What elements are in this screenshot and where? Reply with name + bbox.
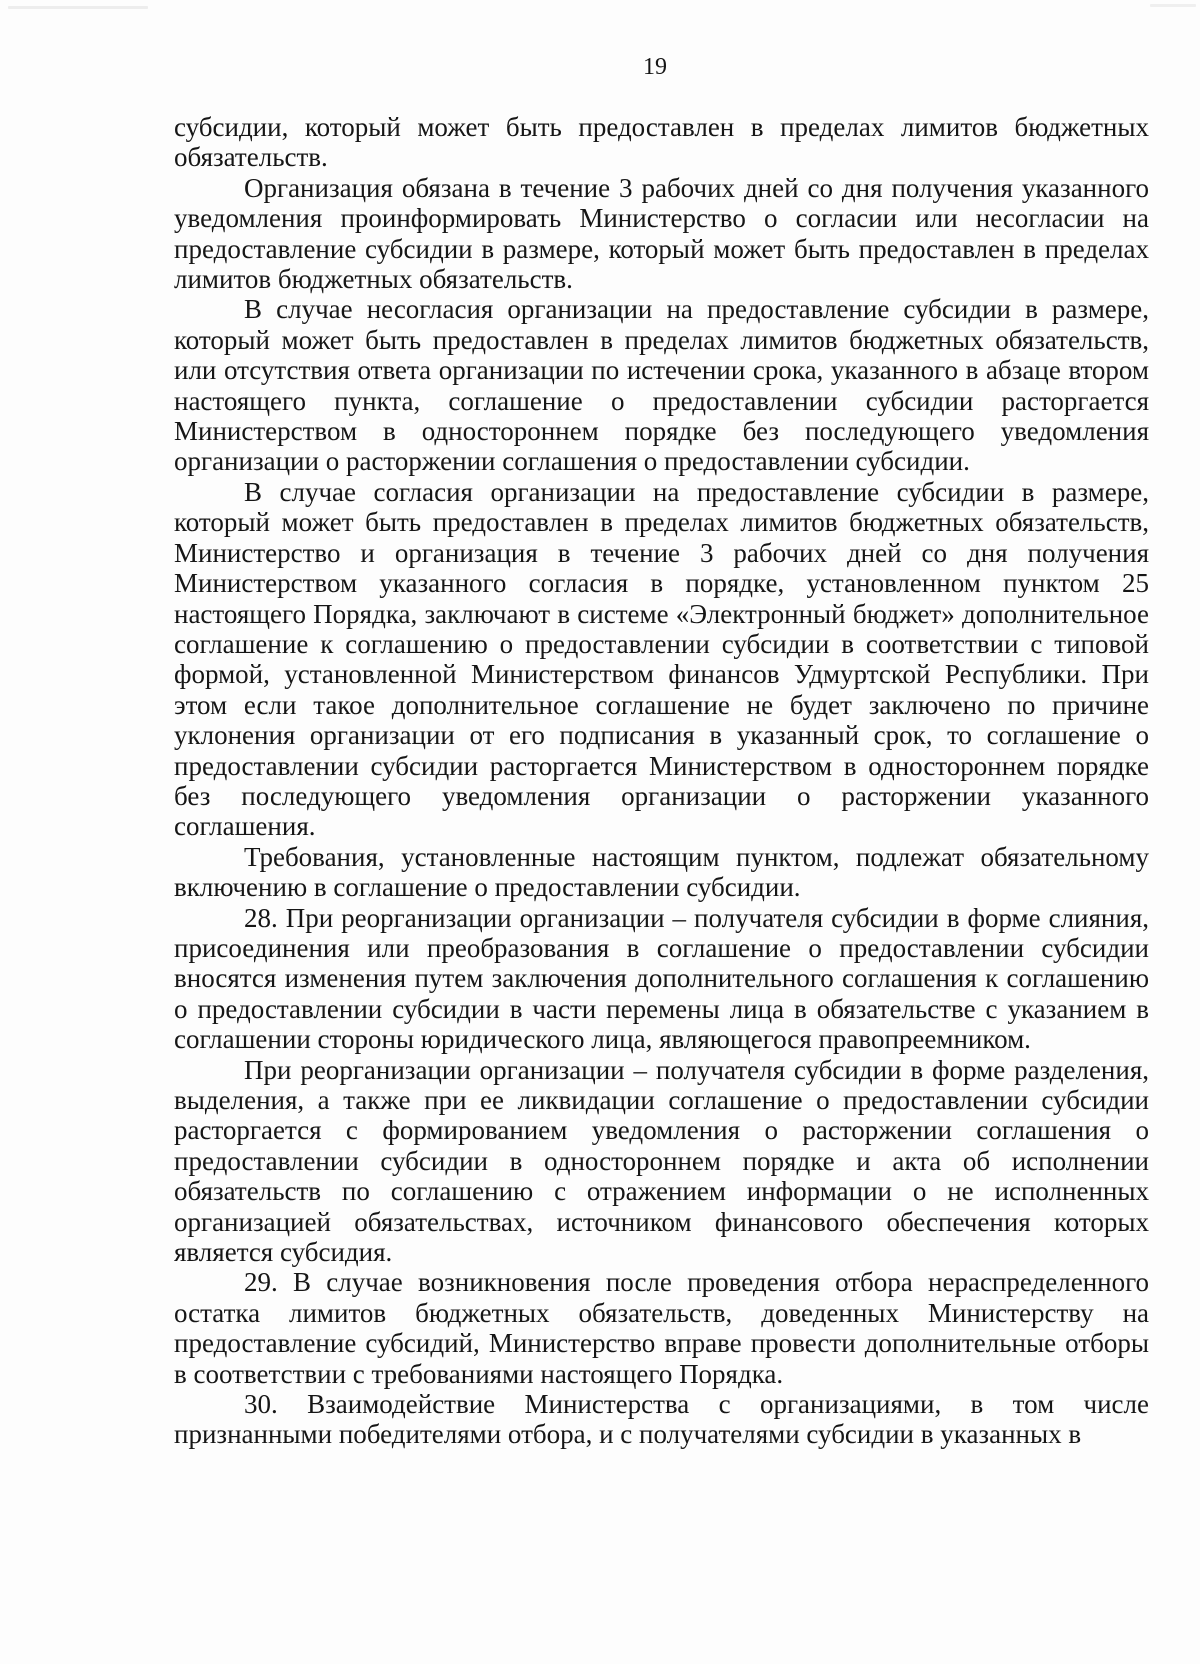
paragraph: 30. Взаимодействие Министерства с организациями, в том числе признанными победителями отбора, и с получателями субсидии в указанных в [174, 1389, 1149, 1450]
body-text [174, 112, 1149, 1450]
paragraph: субсидии, который может быть предоставлен в пределах лимитов бюджетных обязательств. [174, 112, 1149, 173]
paragraph: В случае несогласия организации на предоставление субсидии в размере, который может быть предоставлен в пределах лимитов бюджетных обязательств, или отсутствия ответа организации по истечении срока, указанного в абзаце втором настоящего пункта, соглашение о предоставлении субсидии расторгается Министерством в одностороннем порядке без последующего уведомления организации о расторжении соглашения о предоставлении субсидии. [174, 294, 1149, 477]
paragraph: 28. При реорганизации организации – получателя субсидии в форме слияния, присоединения или преобразования в соглашение о предоставлении субсидии вносятся изменения путем заключения дополнительного соглашения к соглашению о предоставлении субсидии в части перемены лица в обязательстве с указанием в соглашении стороны юридического лица, являющегося правопреемником. [174, 902, 1149, 1055]
paragraph: В случае согласия организации на предоставление субсидии в размере, который может быть предоставлен в пределах лимитов бюджетных обязательств, Министерство и организация в течение 3 рабочих дней со дня получения Министерством указанного согласия в порядке, установленном пунктом 25 настоящего Порядка, заключают в системе «Электронный бюджет» дополнительное соглашение к соглашению о предоставлении субсидии в соответствии с типовой формой, установленной Министерством финансов Удмуртской Республики. При этом если такое дополнительное соглашение не будет заключено по причине уклонения организации от его подписания в указанный срок, то соглашение о предоставлении субсидии расторгается Министерством в одностороннем порядке без последующего уведомления организации о расторжении указанного соглашения. [174, 476, 1149, 842]
paragraph: При реорганизации организации – получателя субсидии в форме разделения, выделения, а также при ее ликвидации соглашение о предоставлении субсидии расторгается с формированием уведомления о расторжении соглашения о предоставлении субсидии в одностороннем порядке и акта об исполнении обязательств по соглашению с отражением информации о не исполненных организацией обязательствах, источником финансового обеспечения которых является субсидия. [174, 1054, 1149, 1268]
scan-speck [1150, 4, 1196, 7]
paragraph: 29. В случае возникновения после проведения отбора нераспределенного остатка лимитов бюджетных обязательств, доведенных Министерству на предоставление субсидий, Министерство вправе провести дополнительные отборы в соответствии с требованиями настоящего Порядка. [174, 1267, 1149, 1389]
scan-speck [8, 6, 148, 9]
paragraph: Организация обязана в течение 3 рабочих дней со дня получения указанного уведомления проинформировать Министерство о согласии или несогласии на предоставление субсидии в размере, который может быть предоставлен в пределах лимитов бюджетных обязательств. [174, 172, 1149, 295]
page-number: 19 [643, 54, 667, 80]
paragraph: Требования, установленные настоящим пунктом, подлежат обязательному включению в соглашение о предоставлении субсидии. [174, 841, 1149, 903]
